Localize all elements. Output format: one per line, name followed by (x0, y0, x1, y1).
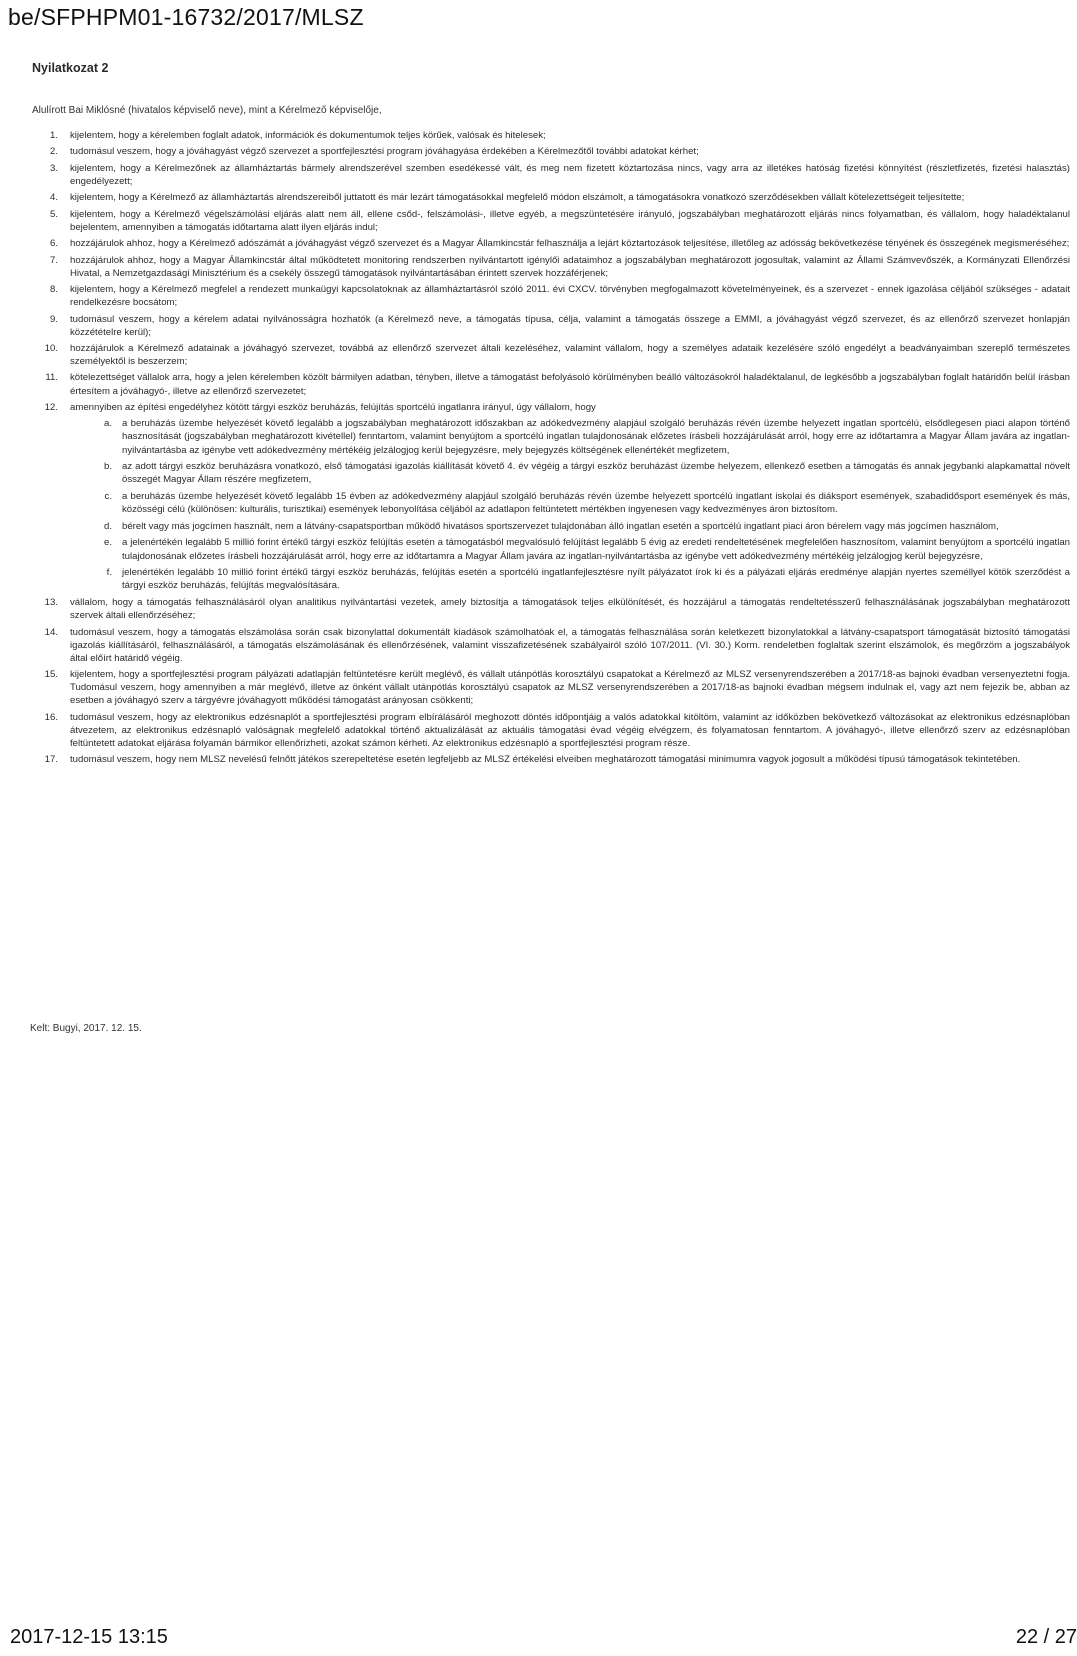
list-item-number: 10. (44, 342, 58, 354)
footer-page-number: 22 / 27 (1015, 1626, 1077, 1648)
list-item-text: hozzájárulok ahhoz, hogy a Kérelmező adószámát a jóváhagyást végző szervezet és a Magyar Államkincstár felhasználja a lejárt köztartozások teljesítése, illetőleg az adósság bekövetkezése tényének és összegének megismeréséhez; (70, 238, 1070, 250)
sub-list-item-text: a jelenértékén legalább 5 millió forint értékű tárgyi eszköz felújítás esetén a támogatásból megvalósuló felújítást legalább 5 évig az eredeti rendeltetésének megfelelően hasznosítom, valamint benyújtom a sportcélú ingatlan tulajdonosának előzetes írásbeli hozzájárulását arról, hogy erre az időtartamra a Magyar Állam javára az ingatlan-nyilvántartásba az igénybe vett adókedvezmény mértékéig jelzálogjog kerül bejegyzésre, (122, 537, 1070, 562)
list-item-number: 8. (49, 284, 58, 296)
list-item-text: kijelentem, hogy a Kérelmezőnek az államháztartás bármely alrendszerével szemben esedékessé vált, és meg nem fizetett köztartozása nincs, vagy arra az illetékes hatóság fizetési könnyítést (részletfizetés, fizetési halasztás) engedélyezett; (70, 162, 1070, 187)
sub-list-item-number: b. (103, 461, 112, 473)
list-item-number: 12. (44, 401, 58, 413)
list-item-text: kijelentem, hogy a Kérelmező végelszámolási eljárás alatt nem áll, ellene csőd-, felszámolási-, illetve egyéb, a megszüntetésére irányuló, jogszabályban meghatározott eljárás nincs folyamatban, és vállalom, hogy haladéktalanul bejelentem, amennyiben a támogatás időtartama alatt ilyen eljárás indul; (70, 208, 1070, 233)
list-item-text: tudomásul veszem, hogy nem MLSZ nevelésű felnőtt játékos szerepeltetése esetén legfeljebb az MLSZ értékelési elveiben meghatározott támogatási minimumra vagyok jogosult a működési típusú támogatások tekintetében. (70, 754, 1021, 766)
list-item-text: hozzájárulok a Kérelmező adatainak a jóváhagyó szervezet, továbbá az ellenőrző szervezet általi kezeléséhez, valamint vállalom, hogy a személyes adataik kezelésére szóló engedélyt a beadványaimban szereplő természetes személyektől is beszerzem; (70, 342, 1070, 368)
list-item (30, 401, 1070, 414)
list-item-number: 15. (44, 669, 58, 681)
list-item-number: 14. (44, 626, 58, 638)
list-item (30, 162, 1070, 188)
list-item-number: 1. (49, 130, 58, 141)
list-item (30, 208, 1070, 234)
list-item-text: kijelentem, hogy a Kérelmező megfelel a rendezett munkaügyi kapcsolatoknak az államháztartásról szóló 2011. évi CXCV. törvényben megfogalmazott követelményeinek, és a szervezet - ennek igazolása céljából szükséges - adatait rendelkezésre bocsátom; (70, 284, 1070, 309)
sub-list-item-number: f. (106, 567, 112, 579)
list-item-text: kijelentem, hogy a kérelemben foglalt adatok, információk és dokumentumok teljes körűek, valósak és hitelesek; (70, 130, 546, 141)
list-item-number: 4. (49, 192, 58, 204)
sub-list-item (80, 460, 1070, 486)
list-item (30, 237, 1070, 250)
list-item-text: kötelezettséget vállalok arra, hogy a jelen kérelemben közölt bármilyen adatban, tényben, illetve a támogatást befolyásoló körülményben beálló változásokról haladéktalanul, de legkésőbb a jogszabályban foglalt határidőn belül írásban értesítem a jóváhagyó-, illetve az ellenőrző szervezetet; (70, 372, 1070, 397)
sub-list-item (80, 566, 1070, 592)
date-place: Kelt: Bugyi, 2017. 12. 15. (30, 1023, 142, 1034)
sub-list-item-text: az adott tárgyi eszköz beruházásra vonatkozó, első támogatási igazolás kiállítását követő 4. év végéig a tárgyi eszköz beruházást üzembe helyezem, ellenkező esetben a támogatás és annak jegybanki alapkamattal növelt összegét Magyar Állam részére megfizetem, (122, 461, 1070, 486)
sub-list-item-text: jelenértékén legalább 10 millió forint értékű tárgyi eszköz beruházás, felújítás esetén a sportcélú ingatlanfejlesztésre nyílt pályázatot írok ki és a pályázati eljárás eredménye alapján nyertes személlyel kötök szerződést a tárgyi eszköz beruházás, felújítás megvalósítására. (122, 567, 1070, 592)
list-item (30, 129, 1070, 142)
list-item-text: amennyiben az építési engedélyhez kötött tárgyi eszköz beruházás, felújítás sportcélú ingatlanra irányul, úgy vállalom, hogy (70, 401, 596, 413)
list-item-text: kijelentem, hogy a Kérelmező az államháztartás alrendszereiből juttatott és már lezárt támogatásokkal megfelelő módon elszámolt, a támogatásokra vonatkozó szerződésekben vállalt kötelezettségeit teljesítette; (70, 192, 965, 204)
declaration-list (30, 129, 1070, 770)
list-item (30, 711, 1070, 750)
list-item (30, 145, 1070, 158)
list-item (30, 668, 1070, 707)
list-item-text: kijelentem, hogy a sportfejlesztési program pályázati adatlapján feltüntetésre került meglévő, és vállalt utánpótlás korosztályú csapatokat a Kérelmező az MLSZ versenyrendszerében a 2017/18-as bajnoki évadban versenyeztetni fogja. Tudomásul veszem, hogy amennyiben a már meglévő, illetve az önként vállalt utánpótlás korosztályú csapatok az MLSZ versenyrendszerében a 2017/18-as bajnoki évadban mégsem indulnak el, vagy azt nem fejezik be, abban az esetben a jóváhagyó szerv a tárgyévre jóváhagyott működési támogatást arányosan csökkenti; (70, 669, 1070, 707)
sub-list-item-number: a. (103, 418, 112, 430)
sub-list-item (80, 490, 1070, 516)
sub-list-item (80, 520, 1070, 533)
list-item (30, 283, 1070, 309)
sub-list (80, 417, 1070, 592)
list-item-number: 13. (44, 597, 58, 609)
sub-list-item-text: a beruházás üzembe helyezését követő legalább 15 évben az adókedvezmény alapjául szolgáló beruházás révén üzembe helyezett sportcélú ingatlant iskolai és diáksport események, szabadidősport események és más, közösségi célú (különösen: kulturális, turisztikai) események lebonyolítása céljából az adatlapon feltüntetett mértékben ingyenesen vagy kedvezményes áron biztosítom. (122, 491, 1070, 516)
sub-list-item-number: d. (103, 520, 112, 532)
list-item-text: tudomásul veszem, hogy a támogatás elszámolása során csak bizonylattal dokumentált kiadások számolhatóak el, a támogatás felhasználása során keletkezett bizonylatokkal a látvány-csapatsport támogatását biztosító támogatási igazolás kiállításáról, felhasználásáról, a támogatás elszámolásának és ellenőrzésének, valamint visszafizetésének szabályairól szóló 107/2011. (VI. 30.) Korm. rendeletben foglaltak szerint elszámolok, és megőrzöm a jogszabályok által előírt határidő végéig. (70, 626, 1070, 664)
list-item-number: 11. (45, 372, 58, 384)
sub-list-item-number: e. (103, 537, 112, 549)
list-item-number: 6. (49, 238, 58, 250)
list-item (30, 596, 1070, 622)
list-item-number: 9. (49, 313, 58, 325)
list-item (30, 342, 1070, 368)
list-item-number: 7. (49, 254, 58, 266)
list-item-text: tudomásul veszem, hogy az elektronikus edzésnaplót a sportfejlesztési program elbírálásáról meghozott döntés időpontjáig a valós adatokkal kitöltöm, valamint az időközben bekövetkező változásokat az elektronikus edzésnaplóban átvezetem, az elektronikus edzésnapló valóságnak megfelelő adatokkal történő aktualizálását az aktuális támogatási évad végéig elvégzem, és folyamatosan fenntartom. A jóváhagyó-, illetve ellenőrző szerv az edzésnaplóban feltüntetett adatokat eljárása folyamán bármikor ellenőrizheti, azokat számon kérheti. Az elektronikus edzésnapló a sportfejlesztési program része. (70, 711, 1070, 749)
list-item (30, 753, 1070, 766)
list-item (30, 371, 1070, 397)
page-title: Nyilatkozat 2 (32, 61, 109, 75)
list-item-text: tudomásul veszem, hogy a jóváhagyást végző szervezet a sportfejlesztési program jóváhagyása érdekében a Kérelmezőtől további adatokat kérhet; (70, 146, 699, 158)
list-item-number: 17. (44, 754, 58, 766)
footer-timestamp: 2017-12-15 13:15 (10, 1626, 168, 1648)
sub-list-item-number: c. (104, 491, 112, 502)
intro-text: Alulírott Bai Miklósné (hivatalos képviselő neve), mint a Kérelmező képviselője, (32, 105, 382, 116)
list-item-number: 5. (49, 208, 58, 220)
list-item-number: 3. (49, 162, 58, 174)
list-item-text: hozzájárulok ahhoz, hogy a Magyar Államkincstár által működtetett monitoring rendszerben nyilvántartott igénylői adataimhoz a jogszabályban meghatározott jogosultak, valamint az Állami Számvevőszék, a Kormányzati Ellenőrzési Hivatal, a Nemzetgazdasági Minisztérium és a csekély összegű támogatások nyilvántartásában érintett szervek hozzáférjenek; (70, 254, 1070, 279)
list-item-number: 2. (49, 146, 58, 158)
list-item (30, 191, 1070, 204)
sub-list-item-text: bérelt vagy más jogcímen használt, nem a látvány-csapatsportban működő hivatásos sportszervezet tulajdonában álló ingatlan esetén a sportcélú ingatlant piaci áron bérelem vagy más jogcímen használom, (122, 520, 999, 532)
sub-list-item-text: a beruházás üzembe helyezését követő legalább a jogszabályban meghatározott időszakban az adókedvezmény alapjául szolgáló beruházás révén üzembe helyezett ingatlan sportcélú, elsődlegesen piaci alapon történő hasznosítását (jogszabályban meghatározott kivétellel) fenntartom, valamint benyújtom a sportcélú ingatlan tulajdonosának előzetes írásbeli hozzájárulását arról, hogy erre az időtartamra a Magyar Állam javára az ingatlan-nyilvántartásba az igénybe vett adókedvezmény mértékéig jelzálogjog kerül bejegyzésre, mely bejegyzés költségének ellenértékét megfizetem, (122, 418, 1070, 456)
document-id: be/SFPHPM01-16732/2017/MLSZ (8, 4, 364, 30)
list-item-text: vállalom, hogy a támogatás felhasználásáról olyan analitikus nyilvántartási vezetek, amely biztosítja a támogatások teljes elkülönítését, és hozzájárul a támogatás rendeltetésszerű felhasználásának jogszabályban meghatározott szervek általi ellenőrzéséhez; (70, 597, 1070, 622)
list-item (30, 313, 1070, 339)
list-item (30, 626, 1070, 665)
list-item-text: tudomásul veszem, hogy a kérelem adatai nyilvánosságra hozhatók (a Kérelmező neve, a támogatás típusa, célja, valamint a támogatás összege a EMMI, a jóváhagyást végző szervezet, és az ellenőrző szervezet honlapján közzétételre kerül); (70, 313, 1070, 338)
list-item-number: 16. (44, 711, 58, 723)
sub-list-item (80, 417, 1070, 456)
sub-list-item (80, 536, 1070, 562)
list-item (30, 254, 1070, 280)
